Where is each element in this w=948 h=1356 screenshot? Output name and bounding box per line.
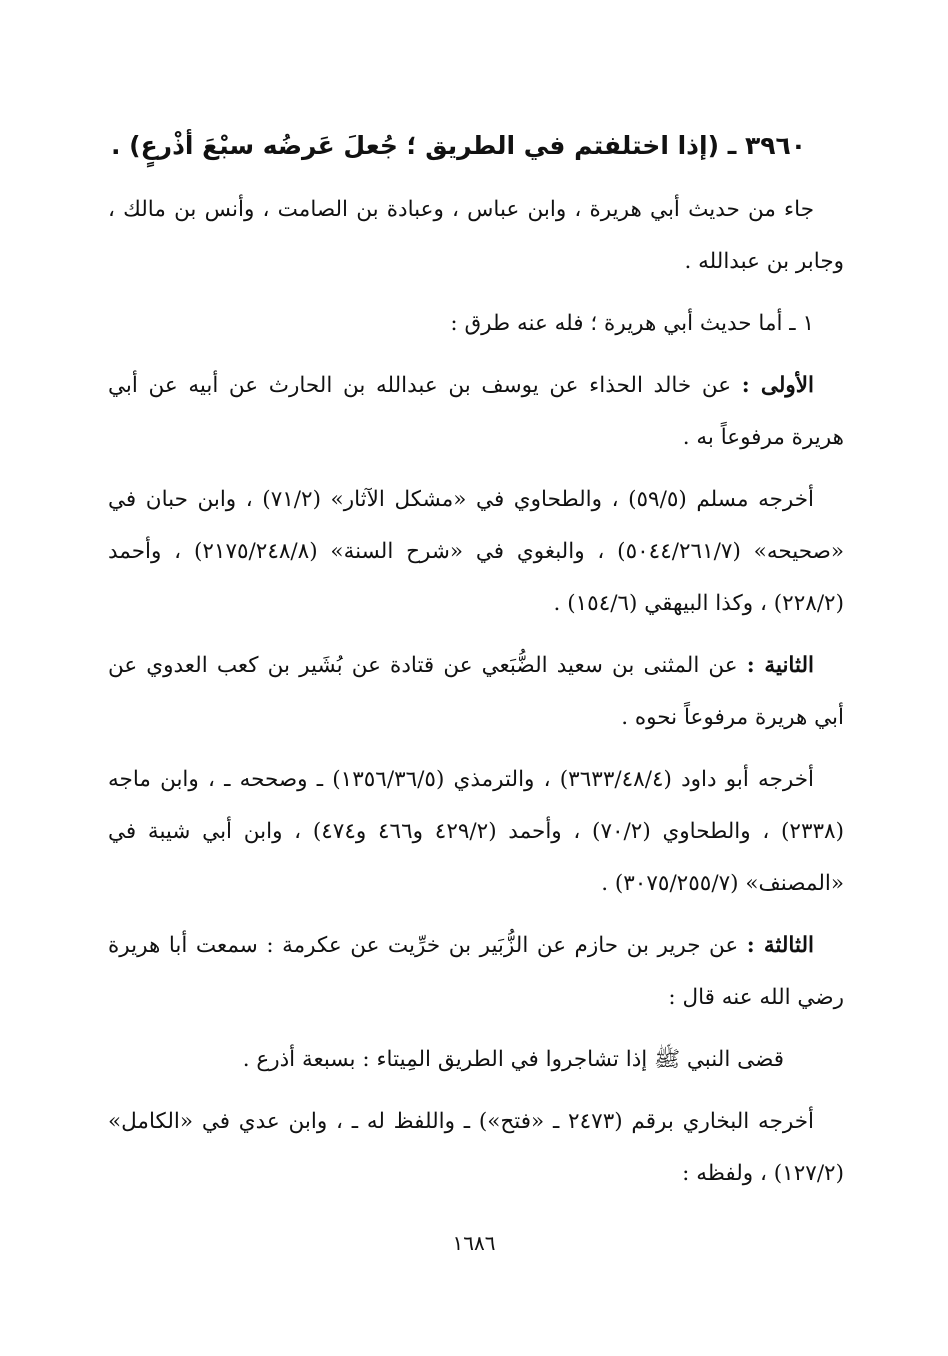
section-one-paragraph: ١ ـ أما حديث أبي هريرة ؛ فله عنه طرق : bbox=[450, 311, 814, 336]
hadith-heading: ٣٩٦٠ ـ (إذا اختلفتم في الطريق ؛ جُعلَ عَرضُه سبْعَ أذْرعٍ) . bbox=[110, 131, 806, 160]
second-route-text: عن المثنى بن سعيد الضُّبَعي عن قتادة عن بُشَير بن كعب العدوي عن أبي هريرة مرفوعاً نحوه . bbox=[108, 653, 844, 730]
page-number: ١٦٨٦ bbox=[452, 1231, 496, 1255]
third-route-paragraph bbox=[108, 920, 844, 1024]
second-route-paragraph bbox=[108, 640, 844, 744]
third-takhrij-paragraph: أخرجه البخاري برقم (٢٤٧٣ ـ «فتح») ـ واللفظ له ـ ، وابن عدي في «الكامل» (١٢٧/٢) ، ولفظه : bbox=[108, 1109, 844, 1186]
first-route-label: الأولى : bbox=[741, 373, 814, 398]
third-route-label: الثالثة : bbox=[746, 933, 814, 958]
first-takhrij-paragraph: أخرجه مسلم (٥٩/٥) ، والطحاوي في «مشكل الآثار» (٧١/٢) ، وابن حبان في «صحيحه» (٥٠٤٤/٢٦١/٧) ، والبغوي في «شرح السنة» (٢١٧٥/٢٤٨/٨) ، وأحمد (٢٢٨/٢) ، وكذا البيهقي (١٥٤/٦) . bbox=[108, 487, 845, 616]
page-body bbox=[108, 120, 844, 1210]
third-route-text: عن جرير بن حازم عن الزُّبَير بن خرِّيت عن عكرمة : سمعت أبا هريرة رضي الله عنه قال : bbox=[108, 933, 844, 1010]
second-route-label: الثانية : bbox=[746, 653, 814, 678]
first-route-paragraph bbox=[108, 360, 844, 464]
hadith-quote: قضى النبي ﷺ إذا تشاجروا في الطريق المِيتاء : بسبعة أذرع . bbox=[242, 1047, 784, 1072]
first-route-text: عن خالد الحذاء عن يوسف بن عبدالله بن الحارث عن أبيه عن أبي هريرة مرفوعاً به . bbox=[108, 373, 844, 450]
intro-paragraph: جاء من حديث أبي هريرة ، وابن عباس ، وعبادة بن الصامت ، وأنس بن مالك ، وجابر بن عبدالله . bbox=[108, 197, 844, 274]
second-takhrij-paragraph: أخرجه أبو داود (٣٦٣٣/٤٨/٤) ، والترمذي (١٣٥٦/٣٦/٥) ـ وصححه ـ ، وابن ماجه (٢٣٣٨) ، والطحاوي (٧٠/٢) ، وأحمد (٤٢٩/٢ و٤٦٦ و٤٧٤) ، وابن أبي شيبة في «المصنف» (٣٠٧٥/٢٥٥/٧) . bbox=[108, 767, 844, 896]
